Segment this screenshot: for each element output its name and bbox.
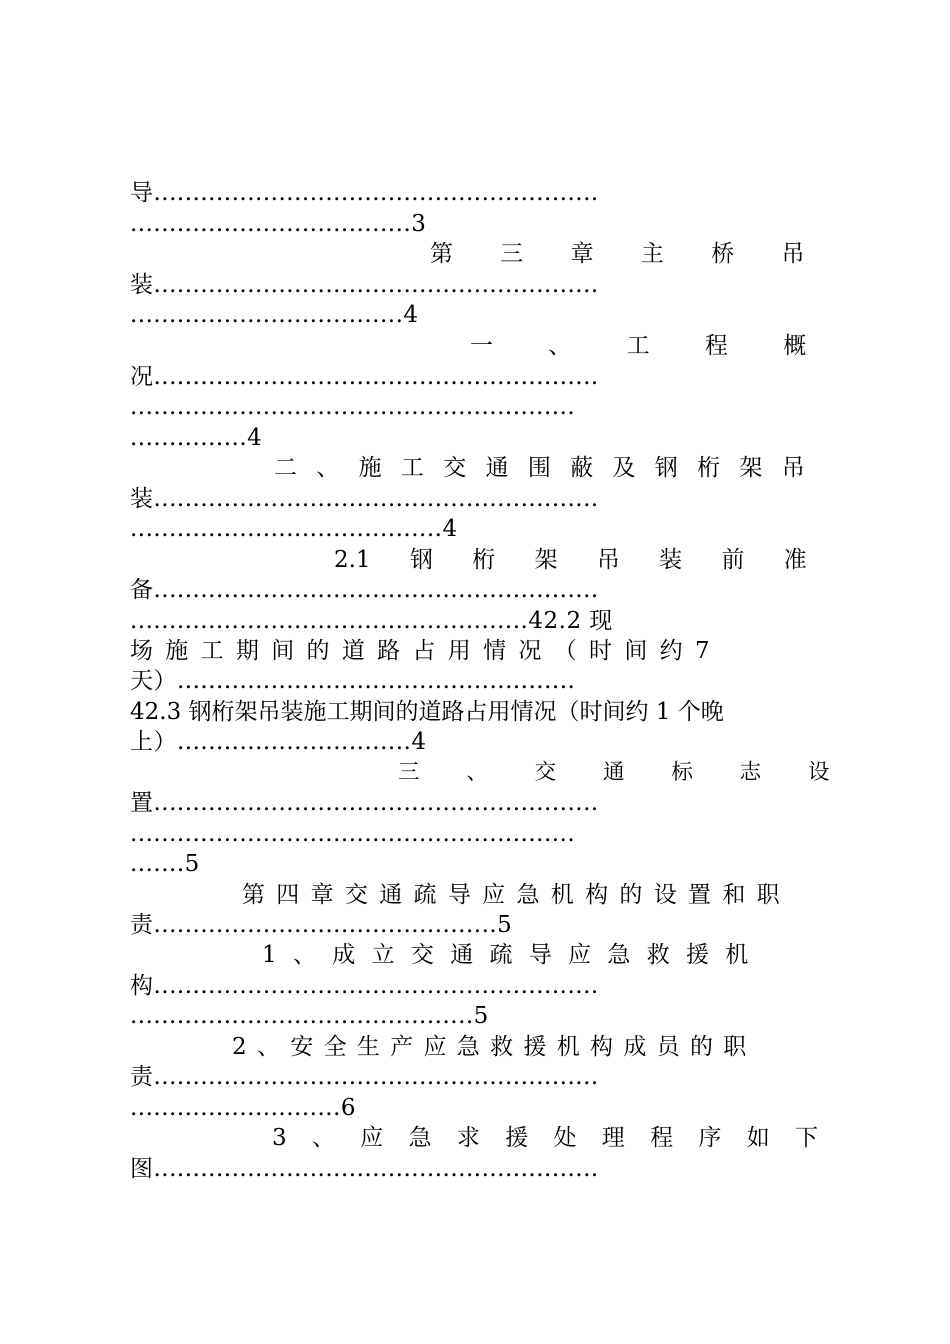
toc-line: 上）..............................4 — [130, 729, 427, 755]
toc-entry-2-1: 2.1 钢 桁 架 吊 装 前 准 — [334, 547, 807, 573]
toc-line: ...............4 — [130, 425, 263, 451]
toc-line: 装......................................................... — [130, 486, 599, 512]
toc-entry-4-3: 3 、 应 急 求 援 处 理 程 序 如 下 — [272, 1125, 819, 1151]
toc-line: ......................................................... — [130, 394, 576, 420]
toc-line: 天）................................................... — [130, 668, 576, 694]
toc-line: ...................................................42.2 现 — [130, 608, 613, 634]
toc-entry-traffic-signs: 三 、 交 通 标 志 设 — [398, 760, 830, 785]
toc-line: 第 三 章 主 桥 吊 — [430, 241, 805, 267]
toc-line: ............................................5 — [130, 1003, 489, 1029]
toc-entry-4-2: 2 、 安 全 生 产 应 急 救 援 机 构 成 员 的 职 — [232, 1034, 747, 1060]
toc-line: ....................................3 — [130, 211, 427, 237]
toc-entry-chapter-4: 第 四 章 交 通 疏 导 应 急 机 构 的 设 置 和 职 — [242, 882, 780, 908]
toc-line: ...................................4 — [130, 302, 419, 328]
toc-line: 况......................................................... — [130, 364, 599, 390]
toc-line: 备......................................................... — [130, 577, 599, 603]
toc-line: 图......................................................... — [130, 1156, 599, 1182]
toc-entry-2-3: 42.3 钢桁架吊装施工期间的道路占用情况（时间约 1 个晚 — [130, 699, 724, 725]
toc-entry-chapter-3 — [430, 239, 830, 269]
toc-line: ......................................................... — [130, 821, 576, 847]
toc-entry-2-2: 场 施 工 期 间 的 道 路 占 用 情 况 （ 时 间 约 7 — [130, 638, 710, 664]
toc-line: 责............................................5 — [130, 912, 513, 938]
toc-line: 装......................................................... — [130, 272, 599, 298]
toc-line: 置......................................................... — [130, 790, 599, 816]
toc-line: ...........................6 — [130, 1095, 357, 1121]
toc-line: ........................................4 — [130, 516, 458, 542]
toc-entry-4-1: 1 、 成 立 交 通 疏 导 应 急 救 援 机 — [262, 942, 749, 968]
toc-line: 责......................................................... — [130, 1064, 599, 1090]
toc-entry-traffic-enclosure: 二 、 施 工 交 通 围 蔽 及 钢 桁 架 吊 — [274, 455, 805, 481]
toc-line: .......5 — [130, 851, 200, 877]
toc-entry-project-overview: 一 、 工 程 概 — [470, 333, 807, 359]
toc-line: 导......................................................... — [130, 180, 599, 206]
toc-line: 构......................................................... — [130, 973, 599, 999]
